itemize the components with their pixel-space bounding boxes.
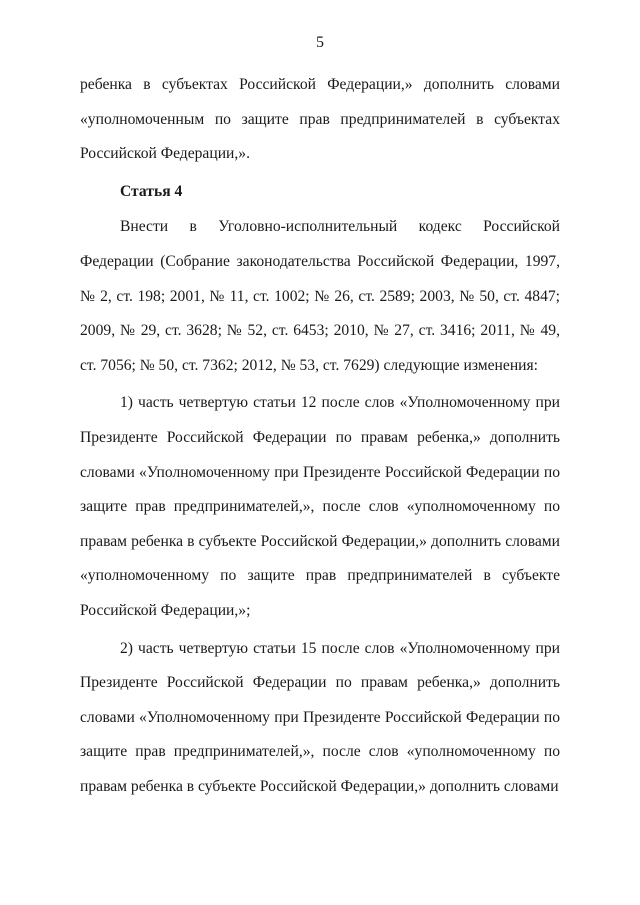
document-page xyxy=(80,34,560,807)
page-number: 5 xyxy=(316,34,324,51)
continuation-paragraph: ребенка в субъектах Российской Федерации,» дополнить словами «уполномоченным по защите прав предпринимателей в субъектах Российской Федерации,». xyxy=(80,76,560,163)
amendment-item-2: 2) часть четвертую статьи 15 после слов «Уполномоченному при Президенте Российской Федерации по правам ребенка,» дополнить словами «Уполномоченному при Президенте Российской Федерации по защите прав предпринимателей,», после слов «уполномоченному по правам ребенка в субъекте Российской Федерации,» дополнить словами xyxy=(80,639,560,795)
amendment-item-1: 1) часть четвертую статьи 12 после слов «Уполномоченному при Президенте Российской Федерации по правам ребенка,» дополнить словами «Уполномоченному при Президенте Российской Федерации по защите прав предпринимателей,», после слов «уполномоченному по правам ребенка в субъекте Российской Федерации,» дополнить словами «уполномоченному по защите прав предпринимателей в субъекте Российской Федерации,»; xyxy=(80,394,560,619)
article-heading: Статья 4 xyxy=(120,182,183,200)
article-intro-paragraph: Внести в Уголовно-исполнительный кодекс Российской Федерации (Собрание законодательства Российской Федерации, 1997, № 2, ст. 198; 2001, № 11, ст. 1002; № 26, ст. 2589; 2003, № 50, ст. 4847; 2009, № 29, ст. 3628; № 52, ст. 6453; 2010, № 27, ст. 3416; 2011, № 49, ст. 7056; № 50, ст. 7362; 2012, № 53, ст. 7629) следующие изменения: xyxy=(80,218,560,374)
